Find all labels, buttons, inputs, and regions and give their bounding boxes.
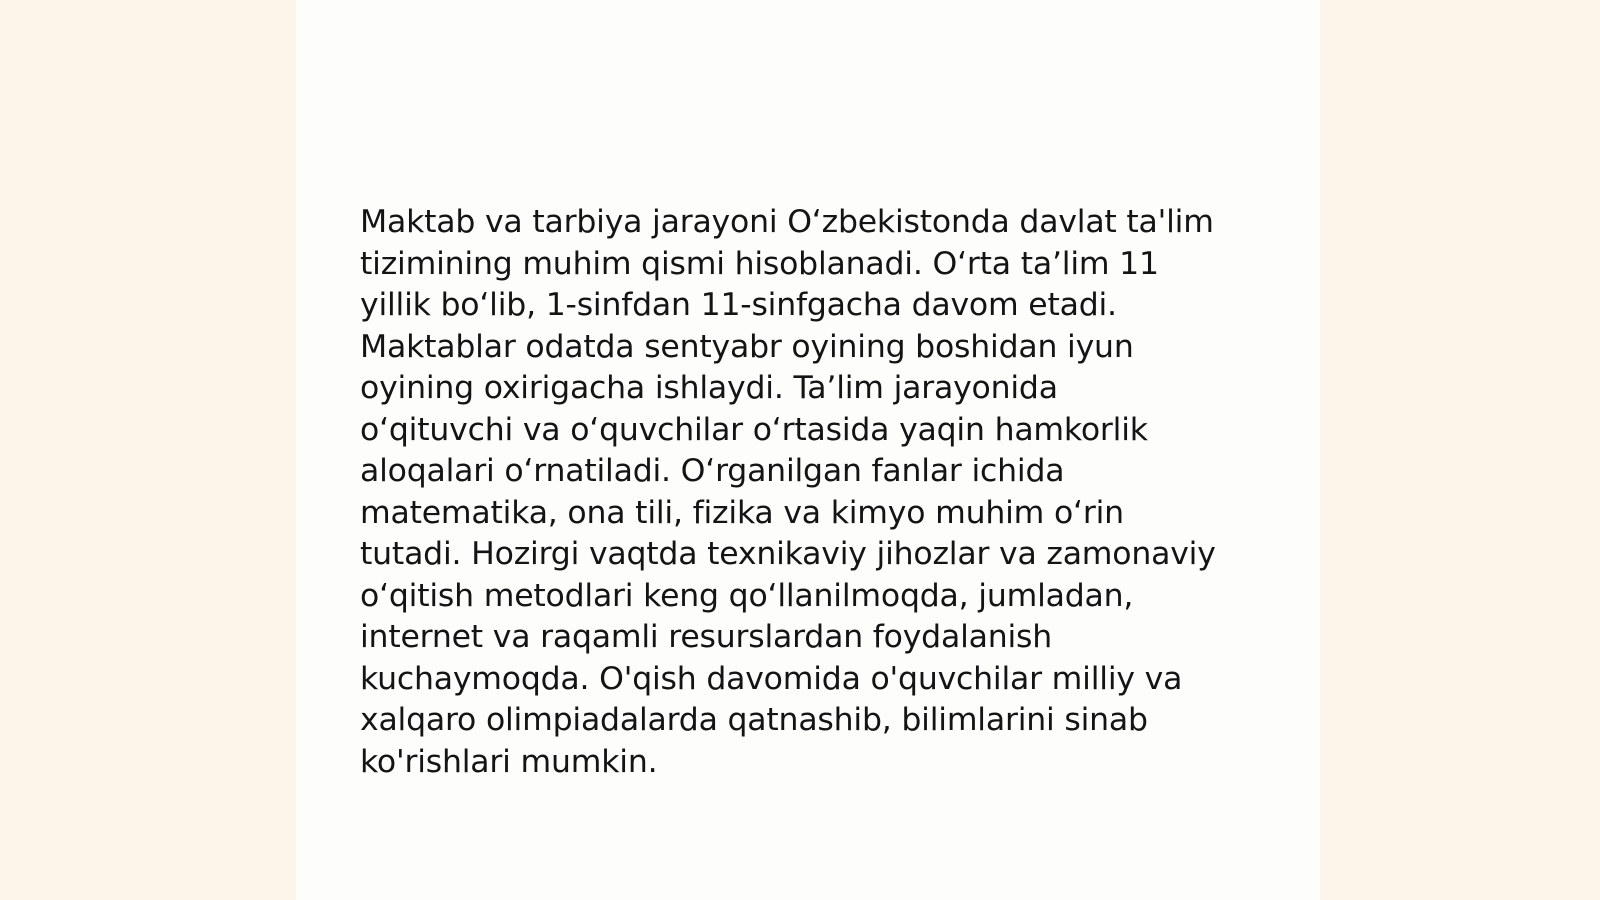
right-margin (1320, 0, 1600, 900)
paragraph-line: Maktab va tarbiya jarayoni O‘zbekistonda davlat ta'lim (360, 204, 1214, 240)
paragraph-line: o‘qitish metodlari keng qo‘llanilmoqda, jumladan, (360, 577, 1134, 614)
paragraph-line: oyining oxirigacha ishlaydi. Ta’lim jarayonida (360, 370, 1058, 406)
document-page (296, 0, 1320, 900)
paragraph-line: ko'rishlari mumkin. (360, 743, 658, 780)
paragraph-line: Maktablar odatda sentyabr oyining boshidan iyun (360, 328, 1134, 365)
paragraph-line: aloqalari o‘rnatiladi. O‘rganilgan fanlar ichida (360, 453, 1065, 489)
paragraph-line: yillik bo‘lib, 1-sinfdan 11-sinfgacha davom etadi. (360, 287, 1117, 323)
paragraph-line: xalqaro olimpiadalarda qatnashib, bilimlarini sinab (360, 702, 1148, 738)
left-margin (0, 0, 296, 900)
body-paragraph (360, 202, 1260, 783)
paragraph-line: kuchaymoqda. O'qish davomida o'quvchilar milliy va (360, 660, 1183, 697)
paragraph-line: o‘qituvchi va o‘quvchilar o‘rtasida yaqin hamkorlik (360, 411, 1148, 448)
paragraph-line: tutadi. Hozirgi vaqtda texnikaviy jihozlar va zamonaviy (360, 536, 1216, 572)
paragraph-line: internet va raqamli resurslardan foydalanish (360, 619, 1053, 655)
paragraph-line: tizimining muhim qismi hisoblanadi. O‘rta ta’lim 11 (360, 245, 1159, 282)
paragraph-line: matematika, ona tili, fizika va kimyo muhim o‘rin (360, 494, 1124, 531)
